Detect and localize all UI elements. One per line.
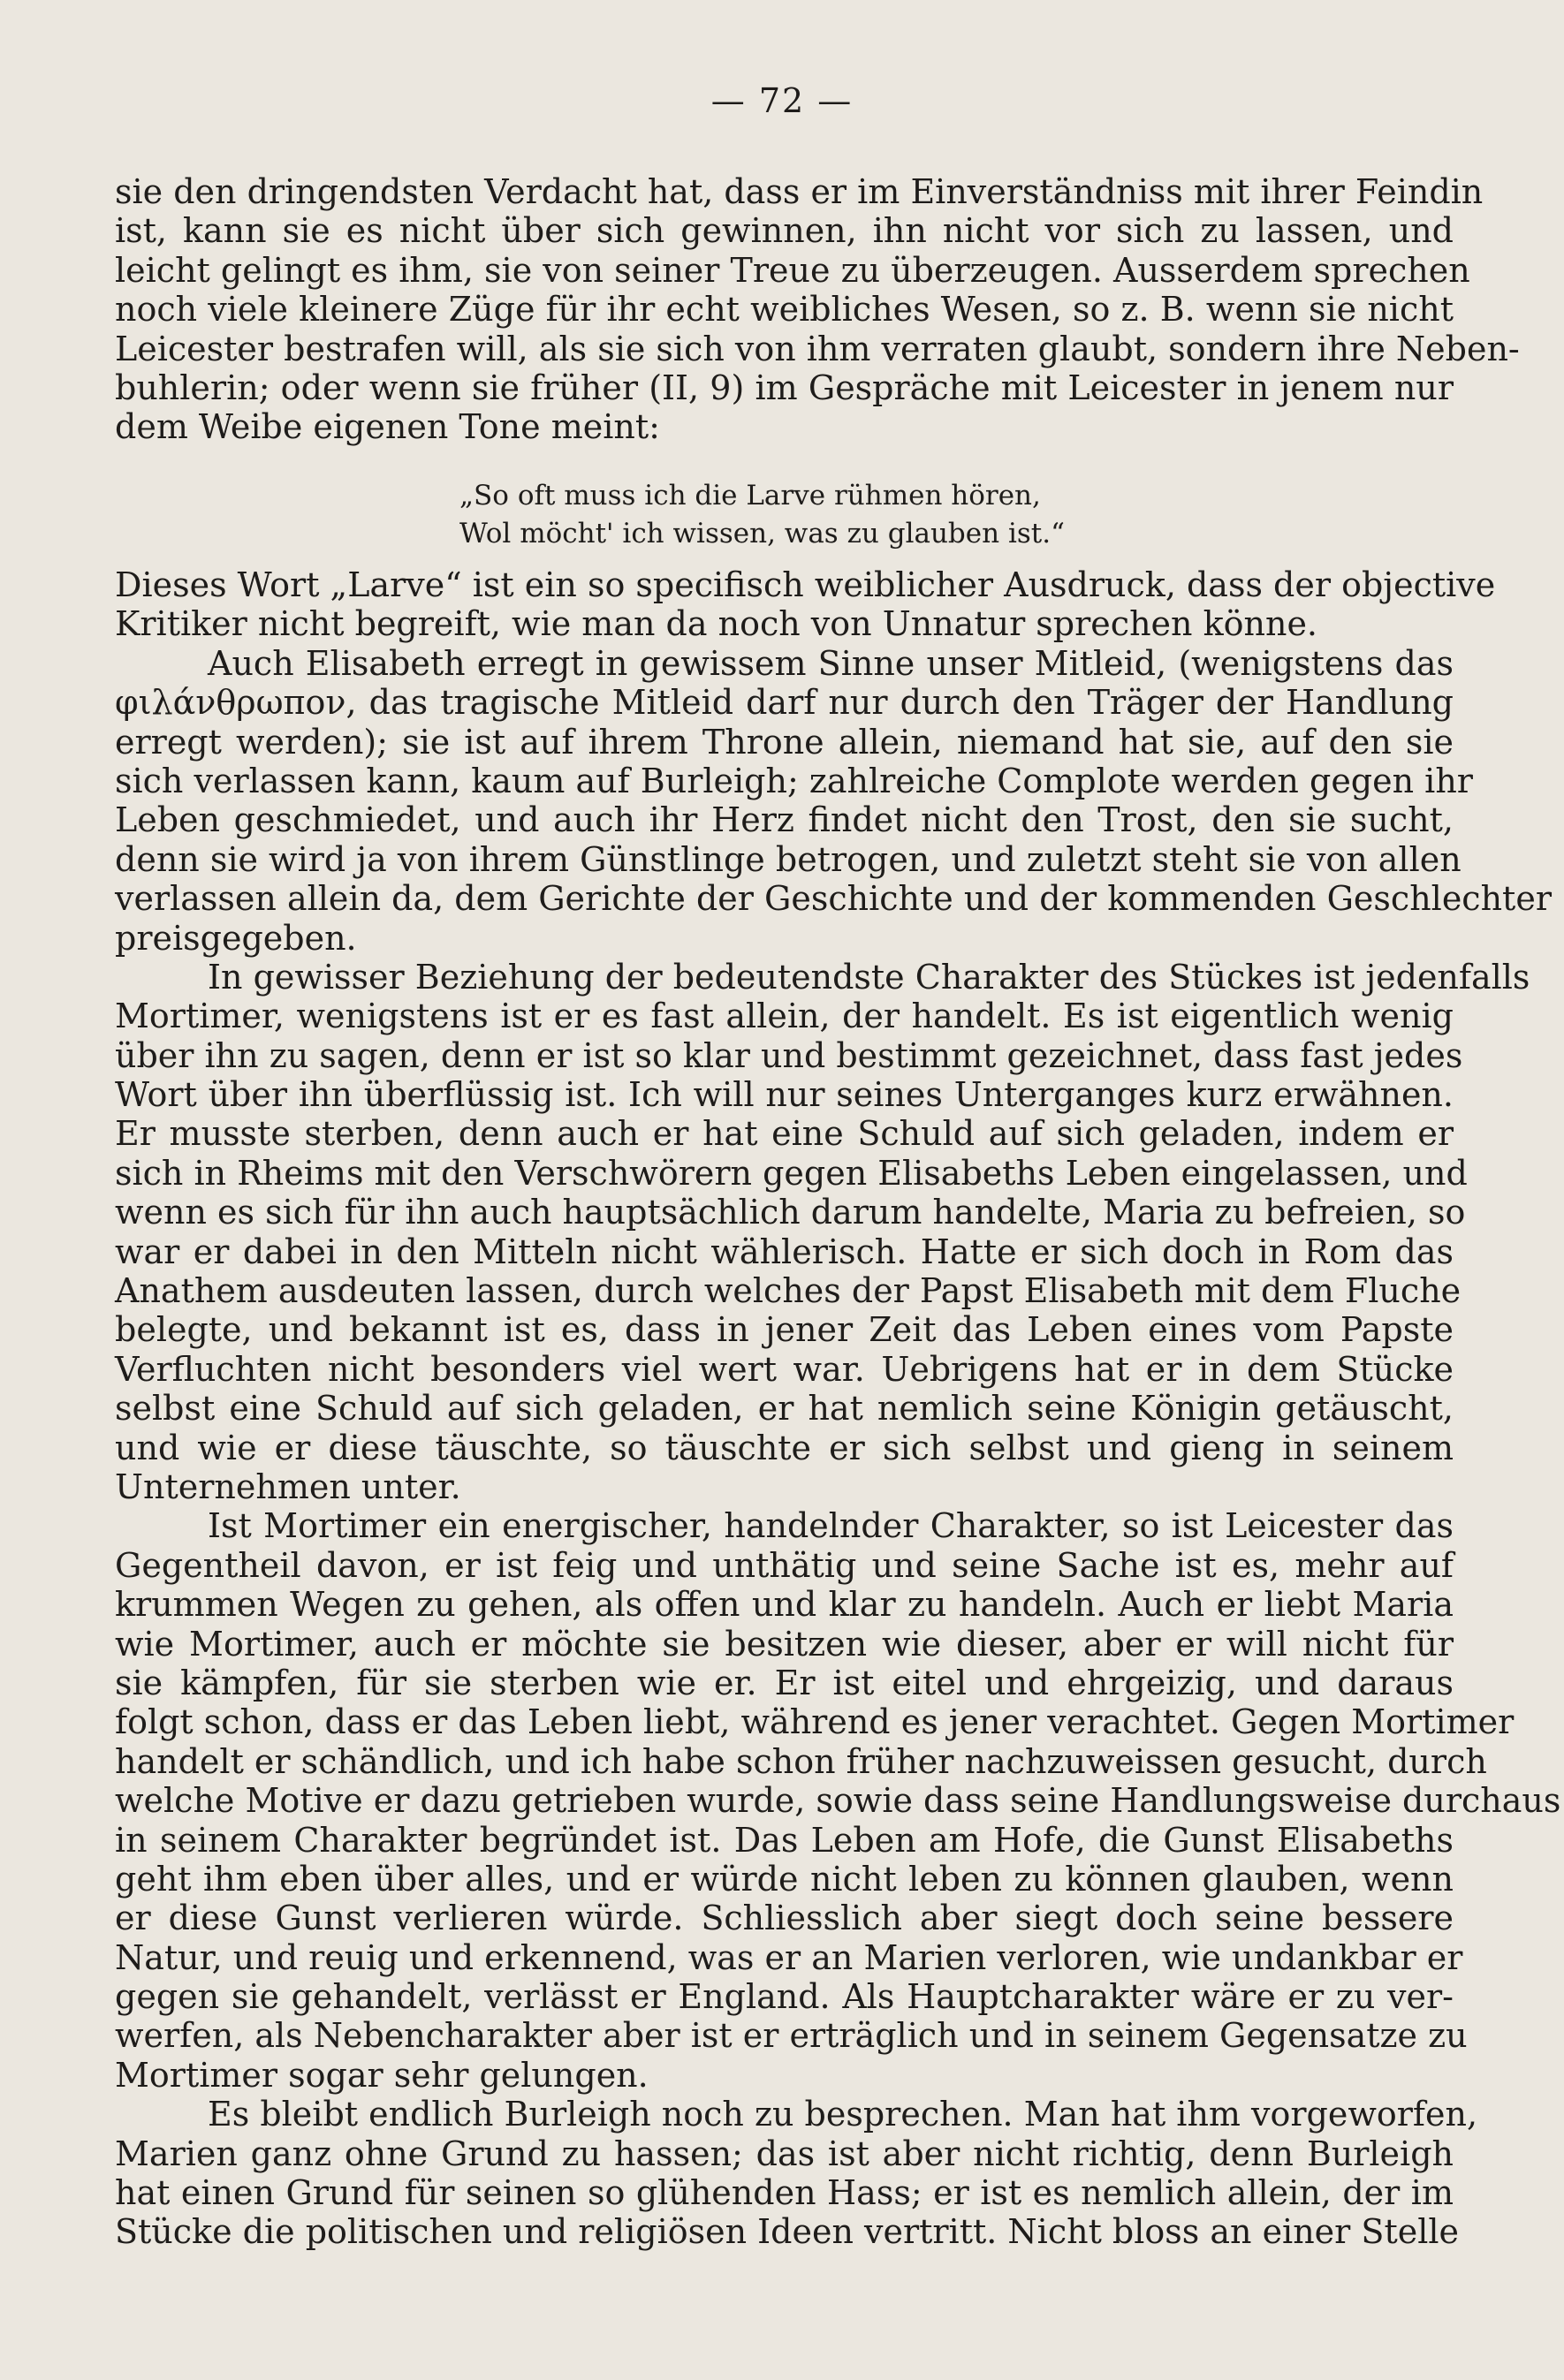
text-line: wie Mortimer, auch er möchte sie besitzen wie dieser, aber er will nicht für — [115, 1624, 1454, 1664]
text-line: Mortimer, wenigstens ist er es fast allein, der handelt. Es ist eigentlich wenig — [115, 997, 1454, 1036]
text-line: erregt werden); sie ist auf ihrem Throne allein, niemand hat sie, auf den sie — [115, 722, 1454, 762]
text-line: geht ihm eben über alles, und er würde nicht leben zu können glauben, wenn — [115, 1859, 1454, 1899]
text-line: Kritiker nicht begreift, wie man da noch von Unnatur sprechen könne. — [115, 604, 1318, 644]
text-line: krummen Wegen zu gehen, als offen und klar zu handeln. Auch er liebt Maria — [115, 1585, 1454, 1625]
text-line: in seinem Charakter begründet ist. Das Leben am Hofe, die Gunst Elisabeths — [115, 1820, 1454, 1860]
text-line: Verfluchten nicht besonders viel wert war. Uebrigens hat er in dem Stücke — [115, 1349, 1454, 1389]
text-line: Auch Elisabeth erregt in gewissem Sinne unser Mitleid, (wenigstens das — [208, 643, 1454, 683]
text-line: wenn es sich für ihn auch hauptsächlich darum handelte, Maria zu befreien, so — [115, 1193, 1466, 1232]
text-line: Wort über ihn überflüssig ist. Ich will nur seines Unterganges kurz erwähnen. — [115, 1075, 1454, 1115]
text-line: über ihn zu sagen, denn er ist so klar und bestimmt gezeichnet, dass fast jedes — [115, 1035, 1463, 1075]
text-line: ist, kann sie es nicht über sich gewinnen, ihn nicht vor sich zu lassen, und — [115, 211, 1454, 251]
text-line: φιλάνθρωπον, das tragische Mitleid darf nur durch den Träger der Handlung — [115, 683, 1454, 723]
text-line: sich in Rheims mit den Verschwörern gegen Elisabeths Leben eingelassen, und — [115, 1153, 1468, 1193]
text-line: sie kämpfen, für sie sterben wie er. Er ist eitel und ehrgeizig, und daraus — [115, 1663, 1454, 1702]
text-line: Er musste sterben, denn auch er hat eine Schuld auf sich geladen, indem er — [115, 1114, 1454, 1154]
text-line: Marien ganz ohne Grund zu hassen; das ist aber nicht richtig, denn Burleigh — [115, 2134, 1454, 2173]
text-line: preisgegeben. — [115, 918, 357, 958]
text-line: selbst eine Schuld auf sich geladen, er hat nemlich seine Königin getäuscht, — [115, 1389, 1454, 1429]
text-line: welche Motive er dazu getrieben wurde, sowie dass seine Handlungsweise durchaus — [115, 1781, 1561, 1821]
quote-line: „So oft muss ich die Larve rühmen hören, — [459, 480, 1041, 512]
page-number: — 72 — — [710, 81, 854, 120]
text-line: sie den dringendsten Verdacht hat, dass er im Einverständniss mit ihrer Feindin — [115, 172, 1484, 211]
verse-quotation — [459, 477, 1166, 553]
text-line: buhlerin; oder wenn sie früher (II, 9) im Gespräche mit Leicester in jenem nur — [115, 368, 1454, 407]
quote-line: Wol möcht' ich wissen, was zu glauben ist.“ — [459, 518, 1065, 550]
text-line: Unternehmen unter. — [115, 1467, 461, 1506]
text-line: folgt schon, dass er das Leben liebt, während es jener verachtet. Gegen Mortimer — [115, 1702, 1515, 1742]
text-line: dem Weibe eigenen Tone meint: — [115, 407, 660, 447]
text-line: leicht gelingt es ihm, sie von seiner Treue zu überzeugen. Ausserdem sprechen — [115, 250, 1470, 290]
text-line: gegen sie gehandelt, verlässt er England. Als Hauptcharakter wäre er zu ver- — [115, 1977, 1454, 2017]
text-line: Es bleibt endlich Burleigh noch zu besprechen. Man hat ihm vorgeworfen, — [208, 2095, 1478, 2134]
paragraph-block-main — [115, 565, 1561, 2252]
text-line: er diese Gunst verlieren würde. Schliesslich aber siegt doch seine bessere — [115, 1899, 1454, 1938]
text-line: handelt er schändlich, und ich habe schon früher nachzuweissen gesucht, durch — [115, 1741, 1487, 1781]
text-line: Mortimer sogar sehr gelungen. — [115, 2055, 649, 2095]
paragraph-block-top — [115, 172, 1520, 447]
text-line: Leicester bestrafen will, als sie sich von ihm verraten glaubt, sondern ihre Neben- — [115, 329, 1520, 368]
text-line: Leben geschmiedet, und auch ihr Herz findet nicht den Trost, den sie sucht, — [115, 800, 1454, 840]
text-line: denn sie wird ja von ihrem Günstlinge betrogen, und zuletzt steht sie von allen — [115, 839, 1462, 879]
text-line: sich verlassen kann, kaum auf Burleigh; zahlreiche Complote werden gegen ihr — [115, 761, 1473, 800]
text-line: Anathem ausdeuten lassen, durch welches der Papst Elisabeth mit dem Fluche — [115, 1271, 1462, 1311]
text-line: In gewisser Beziehung der bedeutendste Charakter des Stückes ist jedenfalls — [208, 957, 1530, 997]
text-line: Natur, und reuig und erkennend, was er an Marien verloren, wie undankbar er — [115, 1937, 1463, 1977]
text-line: und wie er diese täuschte, so täuschte er sich selbst und gieng in seinem — [115, 1428, 1454, 1467]
text-line: noch viele kleinere Züge für ihr echt weibliches Wesen, so z. B. wenn sie nicht — [115, 290, 1454, 330]
text-line: werfen, als Nebencharakter aber ist er erträglich und in seinem Gegensatze zu — [115, 2016, 1468, 2056]
text-line: Gegentheil davon, er ist feig und unthätig und seine Sache ist es, mehr auf — [115, 1545, 1454, 1585]
text-line: Dieses Wort „Larve“ ist ein so specifisch weiblicher Ausdruck, dass der objective — [115, 565, 1496, 604]
text-line: verlassen allein da, dem Gerichte der Geschichte und der kommenden Geschlechter — [115, 879, 1552, 919]
text-line: Stücke die politischen und religiösen Ideen vertritt. Nicht bloss an einer Stelle — [115, 2212, 1460, 2252]
text-line: belegte, und bekannt ist es, dass in jener Zeit das Leben eines vom Papste — [115, 1310, 1454, 1350]
text-line: hat einen Grund für seinen so glühenden Hass; er ist es nemlich allein, der im — [115, 2173, 1454, 2213]
text-line: Ist Mortimer ein energischer, handelnder Charakter, so ist Leicester das — [208, 1506, 1454, 1546]
text-line: war er dabei in den Mitteln nicht wählerisch. Hatte er sich doch in Rom das — [115, 1232, 1454, 1271]
